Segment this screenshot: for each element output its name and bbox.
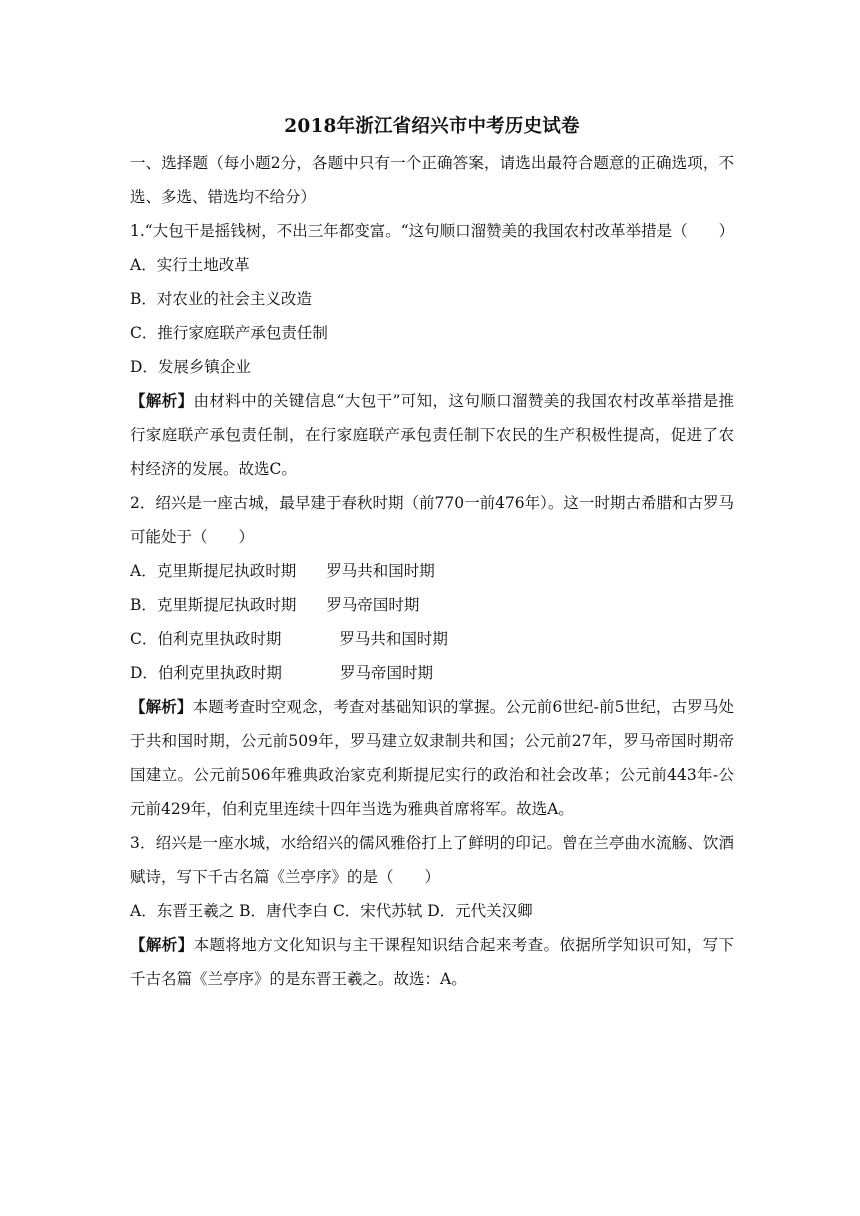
question-2-option-a-left: A．克里斯提尼执政时期 (130, 562, 297, 580)
question-2-option-d (130, 656, 734, 690)
question-2-option-c-right: 罗马共和国时期 (339, 630, 448, 648)
question-3-options: A．东晋王羲之 B．唐代李白 C．宋代苏轼 D．元代关汉卿 (130, 902, 533, 920)
exam-title: 2018年浙江省绍兴市中考历史试卷 (284, 116, 580, 137)
question-1-option-c: C．推行家庭联产承包责任制 (130, 324, 328, 342)
question-3-analysis-text: 本题将地方文化知识与主干课程知识结合起来考查。依据所学知识可知，写下千古名篇《兰亭序》的是东晋王羲之。故选：A。 (130, 936, 734, 988)
analysis-tag: 【解析】 (130, 935, 194, 954)
question-3-stem: 3．绍兴是一座水城，水给绍兴的儒风雅俗打上了鲜明的印记。曾在兰亭曲水流觞、饮酒赋诗，写下千古名篇《兰亭序》的是（ ） (130, 834, 734, 886)
question-3-analysis (130, 928, 734, 996)
question-1-analysis-text: 由材料中的关键信息“大包干”可知，这句顺口溜赞美的我国农村改革举措是推行家庭联产承包责任制，在行家庭联产承包责任制下农民的生产积极性提高，促进了农村经济的发展。故选C。 (130, 392, 734, 478)
question-1-stem: 1.“大包干是摇钱树，不出三年都变富。“这句顺口溜赞美的我国农村改革举措是（ ） (130, 222, 735, 240)
question-2-option-a-right: 罗马共和国时期 (326, 562, 435, 580)
question-2-option-d-left: D．伯利克里执政时期 (130, 664, 282, 682)
question-2-option-b-right: 罗马帝国时期 (326, 596, 420, 614)
exam-content (130, 112, 734, 996)
question-1-option-b: B．对农业的社会主义改造 (130, 290, 312, 308)
section-heading: 一、选择题（每小题2分，各题中只有一个正确答案，请选出最符合题意的正确选项，不选、多选、错选均不给分） (130, 154, 734, 206)
question-1-option-a: A．实行土地改革 (130, 256, 250, 274)
question-2-option-d-right: 罗马帝国时期 (339, 664, 433, 682)
question-2-option-b-left: B．克里斯提尼执政时期 (130, 596, 297, 614)
question-2-option-a (130, 554, 734, 588)
question-2-analysis-text: 本题考查时空观念，考查对基础知识的掌握。公元前6世纪-前5世纪，古罗马处于共和国时期，公元前509年，罗马建立奴隶制共和国；公元前27年，罗马帝国时期帝国建立。公元前506年雅典政治家克利斯提尼实行的政治和社会改革；公元前443年-公元前429年，伯利克里连续十四年当选为雅典首席将军。故选A。 (130, 698, 734, 818)
question-2-option-c (130, 622, 734, 656)
question-2-option-c-left: C．伯利克里执政时期 (130, 630, 282, 648)
question-2-analysis (130, 690, 734, 826)
analysis-tag: 【解析】 (130, 391, 194, 410)
analysis-tag: 【解析】 (130, 697, 193, 716)
question-1-analysis (130, 384, 734, 486)
question-2-stem: 2．绍兴是一座古城，最早建于春秋时期（前770一前476年）。这一时期古希腊和古罗马可能处于（ ） (130, 494, 734, 546)
question-1-option-d: D．发展乡镇企业 (130, 358, 251, 376)
question-2-option-b (130, 588, 734, 622)
